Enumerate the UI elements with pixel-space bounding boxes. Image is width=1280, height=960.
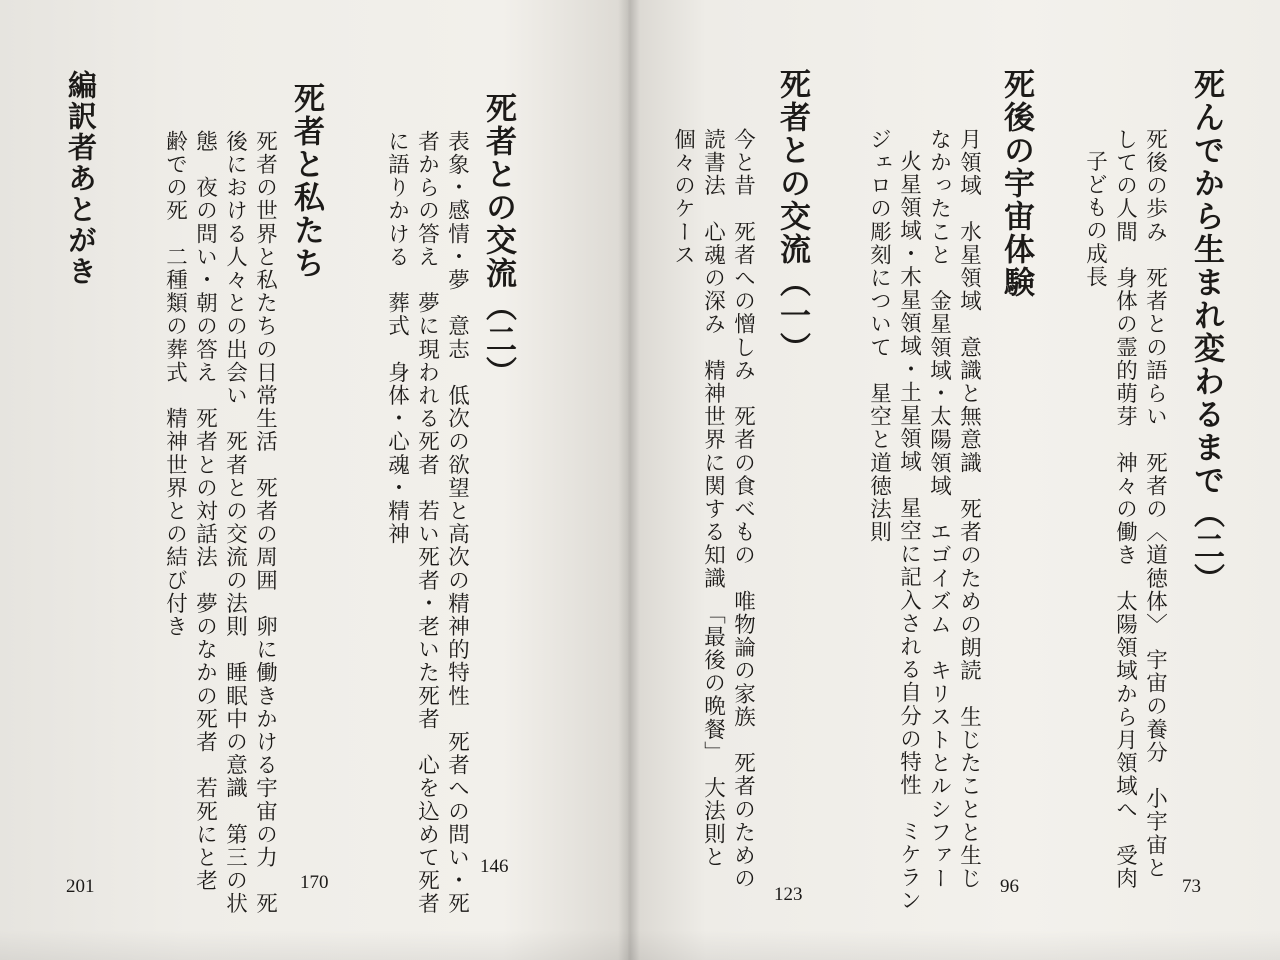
toc-line: 態 夜の問い・朝の答え 死者との対話法 夢のなかの死者 若死にと老 [192,130,218,893]
toc-line: 表象・感情・夢 意志 低次の欲望と高次の精神的特性 死者への問い・死 [444,130,470,916]
page-number: 170 [300,872,329,893]
book-gutter [618,0,640,960]
toc-line: 死者の世界と私たちの日常生活 死者の周囲 卵に働きかける宇宙の力 死 [252,130,278,916]
toc-line: 子どもの成長 [1082,150,1108,289]
section-title: 死者との交流（二） [480,92,516,389]
page-number: 73 [1182,876,1201,897]
section-title: 死者と私たち [288,82,324,280]
section-title: 死者との交流（一） [774,68,810,365]
toc-line: なかったこと 金星領域・太陽領域 エゴイズム キリストとルシファー [926,128,952,891]
toc-line: 後における人々との出会い 死者との交流の法則 睡眠中の意識 第三の状 [222,130,248,916]
toc-line: 今と昔 死者への憎しみ 死者の食べもの 唯物論の家族 死者のための [730,128,756,891]
toc-line: 読書法 心魂の深み 精神世界に関する知識 「最後の晩餐」 大法則と [700,128,726,869]
toc-line: 個々のケース [670,128,696,267]
toc-line: ジェロの彫刻について 星空と道徳法則 [866,128,892,544]
section-title: 死んでから生まれ変わるまで（二） [1188,68,1224,596]
toc-line: に語りかける 葬式 身体・心魂・精神 [384,130,410,546]
page-number: 123 [774,884,803,905]
right-page [628,0,1280,960]
page-number: 146 [480,856,509,877]
page-bottom-shadow [0,930,1280,960]
toc-line: 死後の歩み 死者との語らい 死者の〈道徳体〉 宇宙の養分 小宇宙と [1142,128,1168,880]
toc-line: 齢での死 二種類の葬式 精神世界との結び付き [162,130,188,639]
toc-line: 者からの答え 夢に現われる死者 若い死者・老いた死者 心を込めて死者 [414,130,440,916]
section-title: 死後の宇宙体験 [998,68,1034,299]
page-number: 96 [1000,876,1019,897]
toc-line: 月領域 水星領域 意識と無意識 死者のための朗読 生じたことと生じ [956,128,982,891]
toc-line: 火星領域・木星領域・土星領域 星空に記入される自分の特性 ミケラン [896,150,922,913]
page-number: 201 [66,876,95,897]
toc-line: しての人間 身体の霊的萌芽 神々の働き 太陽領域から月領域へ 受肉 [1112,128,1138,891]
section-title: 編訳者あとがき [64,70,98,287]
